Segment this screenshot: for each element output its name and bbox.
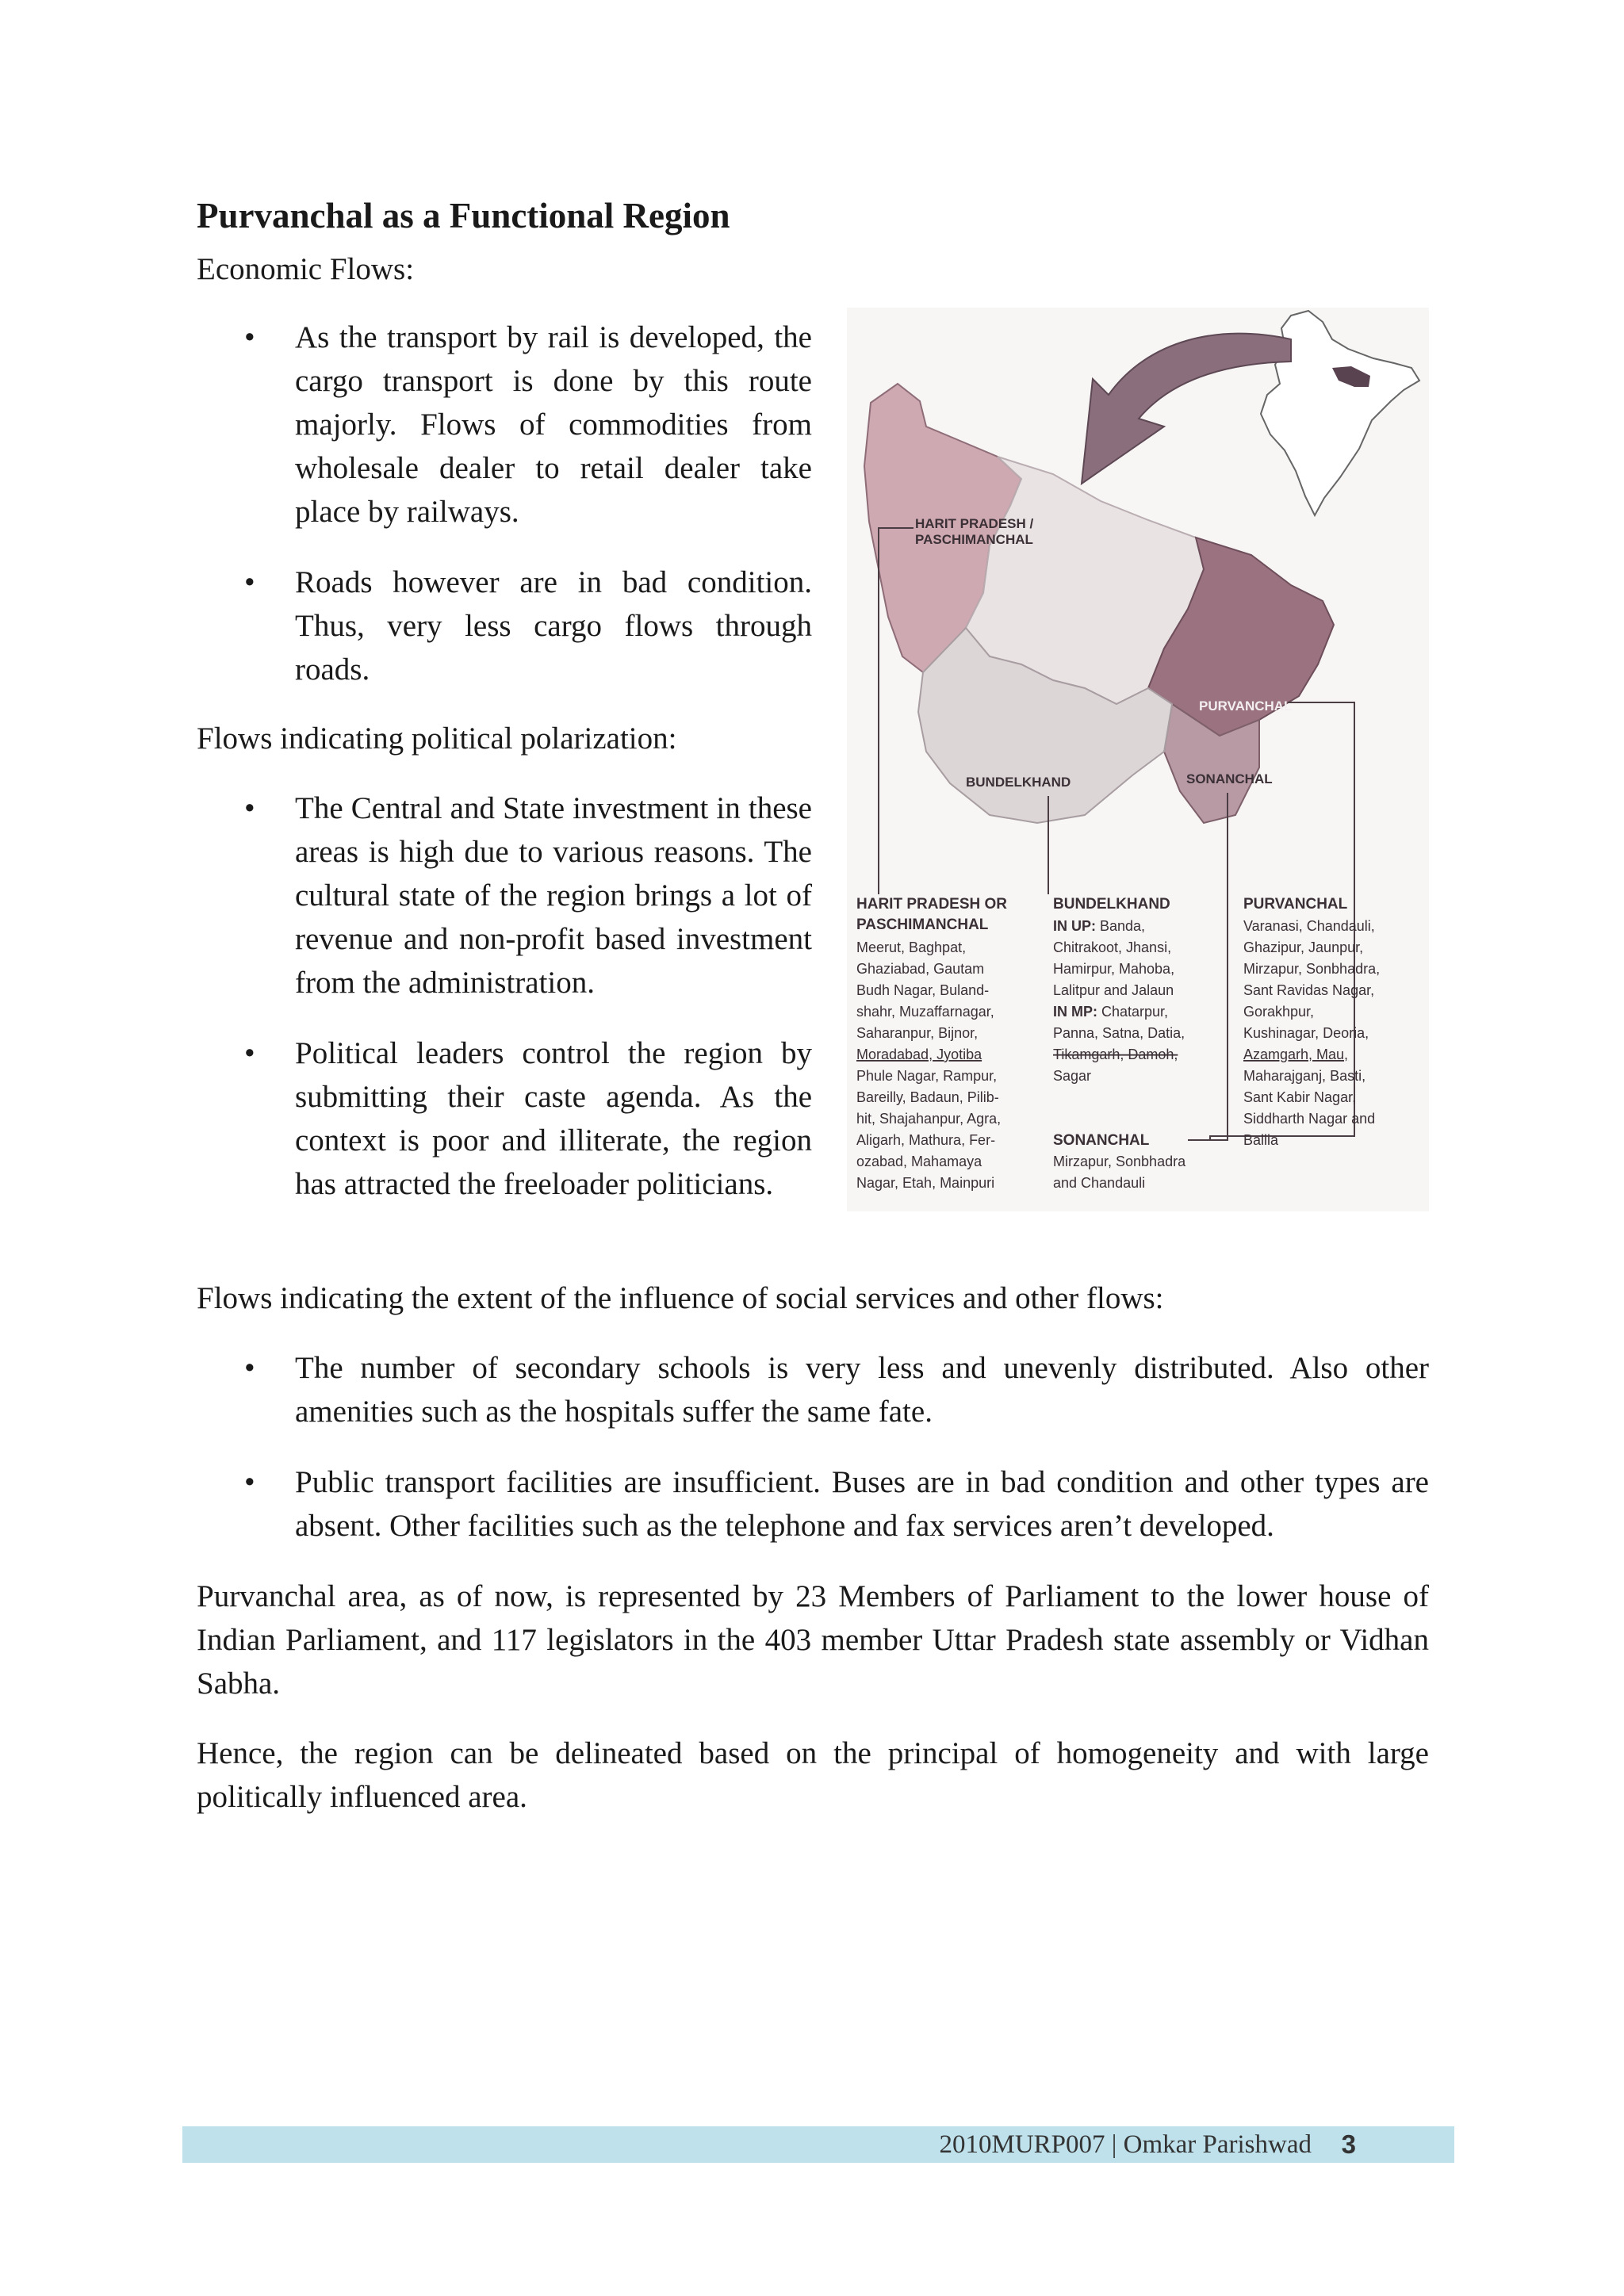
arrow-icon — [1082, 334, 1291, 484]
legend-bundelkhand — [1053, 896, 1185, 1084]
legend-line: Lalitpur and Jalaun — [1053, 982, 1174, 998]
list-item: • Political leaders control the region by submitting their caste agenda. As the context is poor and illiterate, the region has attracted the freeloader politicians. — [197, 1031, 812, 1206]
legend-line: Meerut, Baghpat, — [856, 939, 967, 955]
legend-line: Tikamgarh, Damoh, — [1053, 1047, 1178, 1062]
legend-line: Sagar — [1053, 1068, 1092, 1084]
legend-line: Panna, Satna, Datia, — [1053, 1025, 1185, 1041]
page-footer — [182, 2126, 1454, 2163]
legend-line: Bareilly, Badaun, Pilib- — [856, 1089, 999, 1105]
legend-line: Nagar, Etah, Mainpuri — [856, 1175, 995, 1191]
label-sonanchal: SONANCHAL — [1186, 771, 1273, 786]
legend-line: Ghazipur, Jaunpur, — [1243, 939, 1364, 955]
legend-line: Saharanpur, Bijnor, — [856, 1025, 979, 1041]
legend-line: ozabad, Mahamaya — [856, 1154, 982, 1169]
label-purvanchal: PURVANCHAL — [1199, 698, 1293, 714]
legend-line: Sant Kabir Nagar, — [1243, 1089, 1357, 1105]
paragraph-conclusion: Hence, the region can be delineated based on the principal of homogeneity and with large politically influenced area. — [197, 1736, 1429, 1814]
paragraph-representation: Purvanchal area, as of now, is represented by 23 Members of Parliament to the lower house of Indian Parliament, and 117 legislators in the 403 member Uttar Pradesh state assembly or Vidhan Sabha. — [197, 1579, 1429, 1701]
section-heading: Purvanchal as a Functional Region — [197, 196, 730, 235]
political-flows-heading: Flows indicating political polarization: — [197, 721, 677, 756]
legend-line: Mirzapur, Sonbhadra, — [1243, 961, 1381, 977]
region-map-figure — [847, 308, 1429, 1211]
legend-line: Gorakhpur, — [1243, 1004, 1315, 1020]
economic-flows-heading: Economic Flows: — [197, 252, 415, 286]
label-bundelkhand: BUNDELKHAND — [966, 775, 1071, 790]
legend-line: Kushinagar, Deoria, — [1243, 1025, 1369, 1041]
legend-line: Ballia — [1243, 1132, 1279, 1148]
legend-purvanchal — [1243, 896, 1380, 1148]
legend-bundelkhand-mp: IN MP: Chatarpur, — [1053, 1004, 1169, 1020]
label-harit-line1: HARIT PRADESH / — [915, 516, 1034, 531]
legend-line: Chitrakoot, Jhansi, — [1053, 939, 1172, 955]
social-flows-list — [197, 1346, 1429, 1575]
list-item: • Public transport facilities are insufficient. Buses are in bad condition and other types are absent. Other facilities such as the telephone and fax services aren’t developed. — [197, 1460, 1429, 1548]
legend-line: Moradabad, Jyotiba — [856, 1047, 982, 1062]
list-item: • The Central and State investment in these areas is high due to various reasons. The cultural state of the region brings a lot of revenue and non-profit based investment from the administration. — [197, 786, 812, 1004]
legend-line: and Chandauli — [1053, 1175, 1146, 1191]
legend-harit — [856, 896, 1007, 1191]
legend-line: shahr, Muzaffarnagar, — [856, 1004, 994, 1020]
footer-author: 2010MURP007 | Omkar Parishwad — [939, 2130, 1312, 2159]
social-flows-heading: Flows indicating the extent of the influence of social services and other flows: — [197, 1281, 1164, 1315]
legend-line: Hamirpur, Mahoba, — [1053, 961, 1175, 977]
legend-bundelkhand-title: BUNDELKHAND — [1053, 896, 1170, 913]
legend-line: Azamgarh, Mau, — [1243, 1047, 1349, 1062]
economic-flows-list — [197, 316, 812, 718]
page-number: 3 — [1341, 2130, 1356, 2159]
list-item: • Roads however are in bad condition. Thus, very less cargo flows through roads. — [197, 561, 812, 691]
legend-line: Sant Ravidas Nagar, — [1243, 982, 1375, 998]
legend-bundelkhand-up: IN UP: Banda, — [1053, 918, 1146, 934]
legend-line: Maharajganj, Basti, — [1243, 1068, 1366, 1084]
legend-harit-title-2: PASCHIMANCHAL — [856, 916, 989, 933]
legend-line: Aligarh, Mathura, Fer- — [856, 1132, 996, 1148]
legend-line: Phule Nagar, Rampur, — [856, 1068, 998, 1084]
list-item: • The number of secondary schools is very less and unevenly distributed. Also other amenities such as the hospitals suffer the same fate. — [197, 1346, 1429, 1433]
legend-line: Ghaziabad, Gautam — [856, 961, 985, 977]
legend-line: Mirzapur, Sonbhadra — [1053, 1154, 1186, 1169]
legend-line: hit, Shajahanpur, Agra, — [856, 1111, 1002, 1127]
label-harit-line2: PASCHIMANCHAL — [915, 532, 1033, 547]
legend-purvanchal-title: PURVANCHAL — [1243, 896, 1348, 913]
region-map — [847, 308, 1429, 1211]
legend-line: Budh Nagar, Buland- — [856, 982, 990, 998]
legend-sonanchal — [1053, 1132, 1186, 1191]
legend-line: Varanasi, Chandauli, — [1243, 918, 1375, 934]
legend-line: Siddharth Nagar and — [1243, 1111, 1376, 1127]
legend-harit-title-1: HARIT PRADESH OR — [856, 896, 1008, 913]
political-flows-list — [197, 786, 812, 1233]
leader-sonanchal — [1188, 793, 1228, 1140]
legend-sonanchal-title: SONANCHAL — [1053, 1132, 1150, 1149]
list-item: • As the transport by rail is developed, the cargo transport is done by this route majorly. Flows of commodities from wholesale dealer to retail dealer take place by railways. — [197, 316, 812, 534]
